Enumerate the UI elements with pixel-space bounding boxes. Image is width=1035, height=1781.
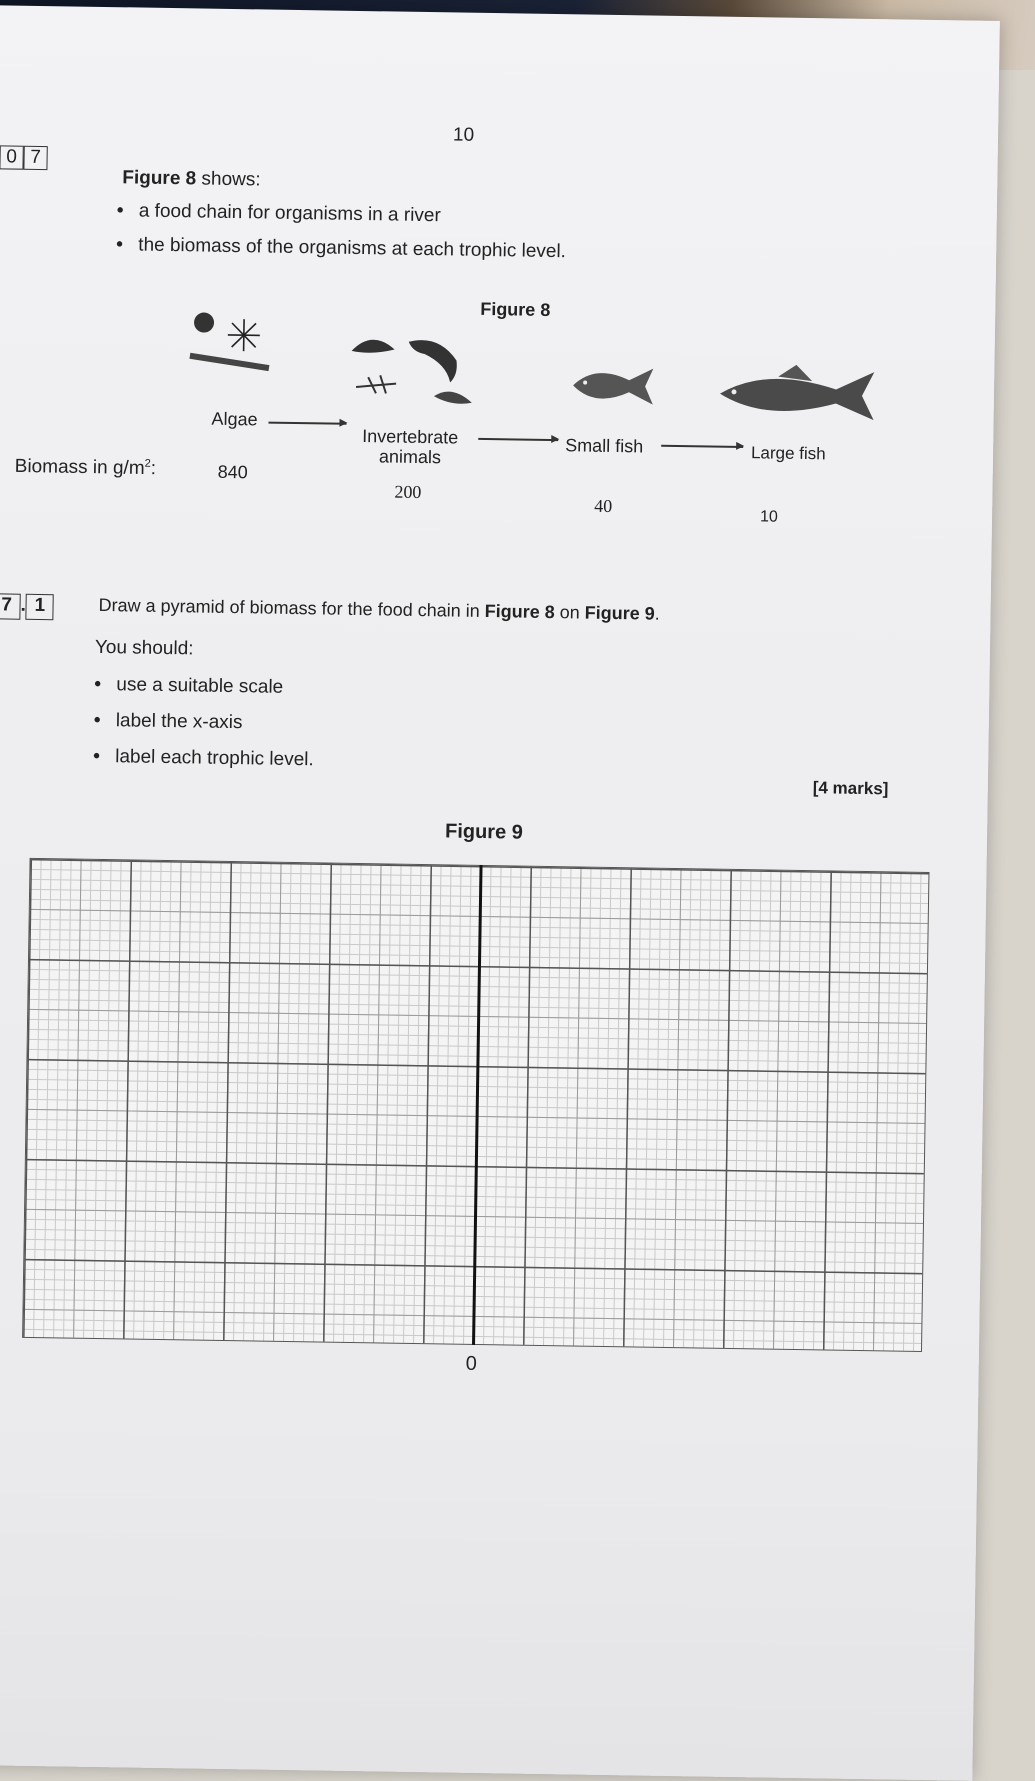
intro-bullet: • the biomass of the organisms at each trophic level.	[116, 234, 566, 263]
figure-8-title: Figure 8	[480, 298, 551, 320]
task-prefix: Draw a pyramid of biomass for the food chain in	[98, 594, 485, 622]
food-chain-arrow	[268, 422, 346, 425]
biomass-label-text: Biomass in g/m	[14, 455, 145, 479]
organism-label-small-fish: Small fish	[565, 435, 644, 457]
task-end: .	[654, 603, 660, 624]
question-digit-1: 0	[0, 145, 24, 169]
question-digit-2: 7	[23, 146, 47, 170]
requirement-bullet: • use a suitable scale	[94, 674, 283, 699]
requirement-bullet: • label the x-axis	[94, 710, 243, 734]
subquestion-digit-2: 1	[26, 594, 54, 620]
exam-page	[0, 5, 1000, 1781]
intro-bullet: • a food chain for organisms in a river	[117, 200, 441, 227]
large-fish-illustration	[715, 362, 886, 430]
question-intro	[122, 167, 261, 191]
biomass-label-sup: 2	[144, 457, 151, 470]
marks-label: [4 marks]	[812, 778, 889, 799]
task-figure-ref-1: Figure 8	[484, 601, 555, 623]
biomass-value-invertebrates: 200	[394, 481, 422, 502]
task-figure-ref-2: Figure 9	[584, 602, 655, 624]
task-mid: on	[554, 602, 585, 623]
requirement-bullet: • label each trophic level.	[93, 746, 314, 771]
biomass-value-small-fish: 40	[594, 495, 613, 516]
intro-figure-ref: Figure 8	[122, 167, 197, 190]
figure-9-title: Figure 9	[444, 820, 524, 844]
algae-illustration	[189, 308, 290, 390]
axis-origin-label: 0	[465, 1352, 478, 1375]
question-number	[0, 145, 48, 170]
biomass-value-large-fish: 10	[759, 508, 778, 526]
subquestion-number	[0, 593, 54, 620]
invertebrates-illustration	[346, 329, 497, 421]
food-chain-arrow	[478, 438, 558, 441]
biomass-label	[15, 456, 157, 481]
organism-label-algae: Algae	[211, 408, 258, 430]
subquestion-separator: .	[20, 594, 27, 616]
you-should-label: You should:	[94, 636, 194, 660]
biomass-label-suffix: :	[150, 458, 157, 480]
organism-label-large-fish: Large fish	[750, 443, 826, 464]
page-number: 10	[452, 124, 475, 146]
subquestion-digit-1: 7	[0, 593, 21, 619]
biomass-value-algae: 840	[217, 461, 248, 483]
task-instruction	[98, 595, 660, 625]
small-fish-illustration	[569, 359, 665, 410]
organism-label-invertebrates: Invertebrate animals	[362, 426, 459, 468]
intro-text: shows:	[196, 168, 261, 191]
food-chain-arrow	[661, 445, 743, 448]
